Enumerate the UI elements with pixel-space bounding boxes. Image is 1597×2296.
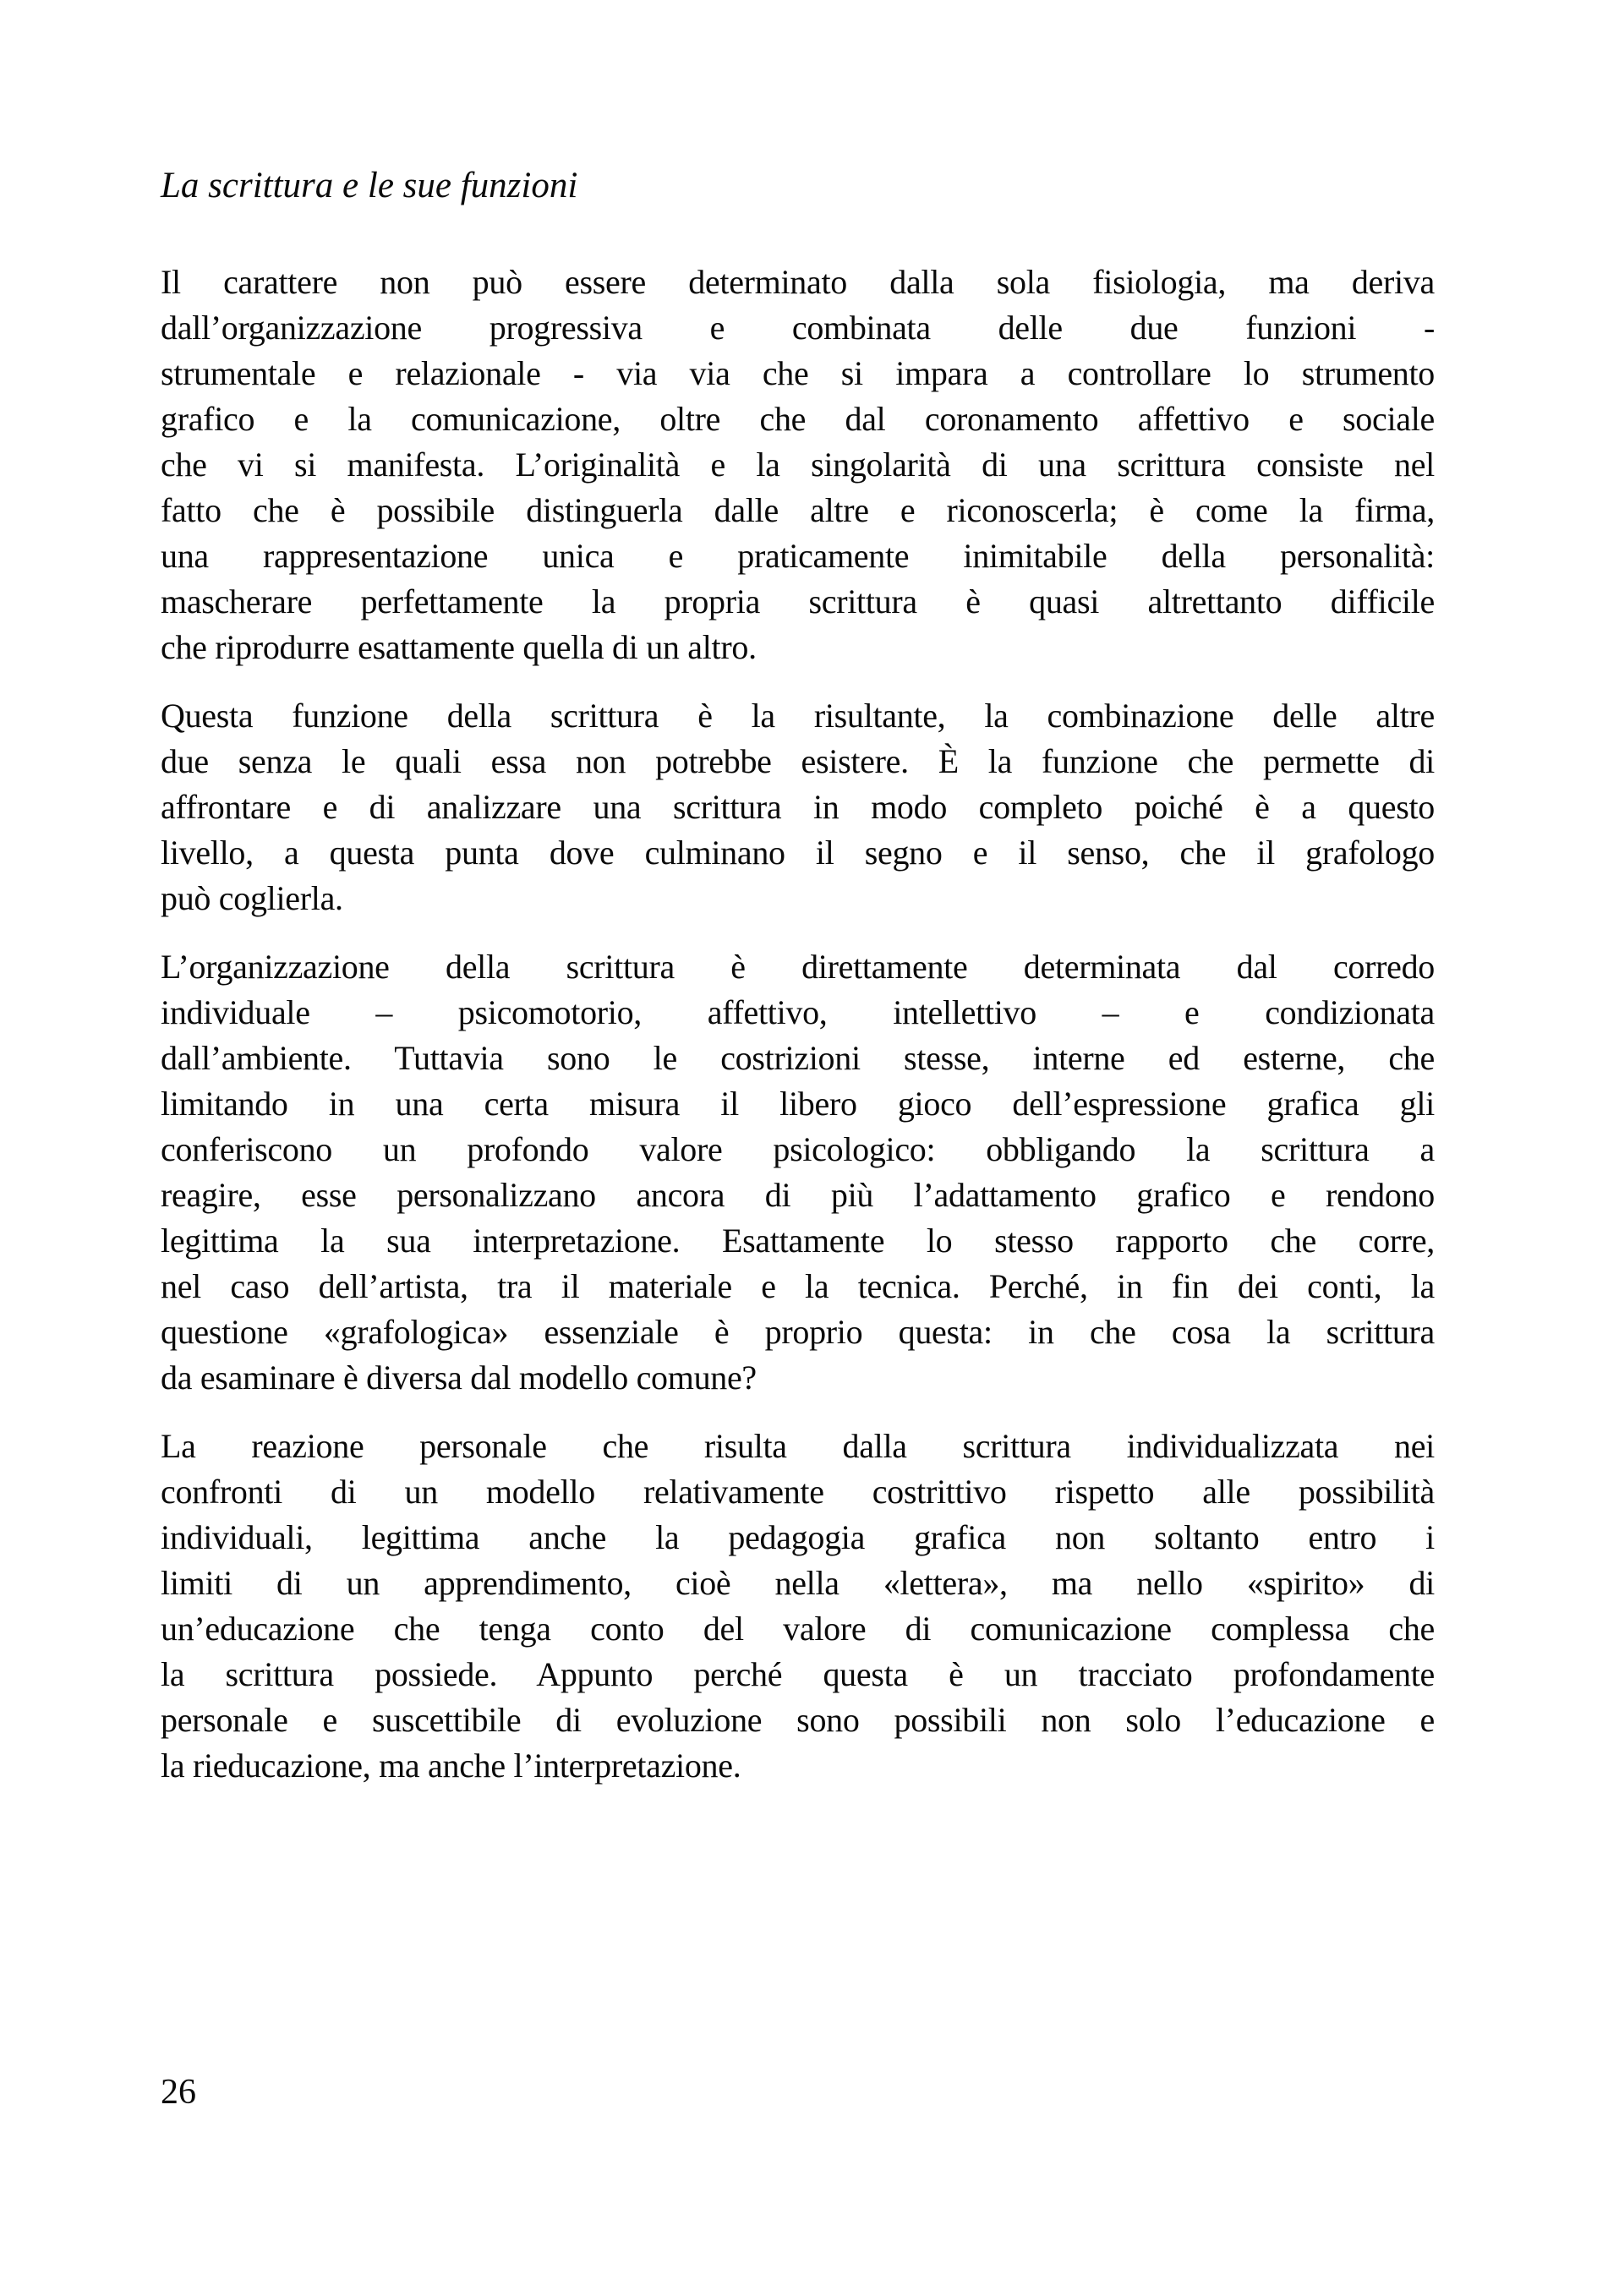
text-line: livello, a questa punta dove culminano il segno e il senso, che il grafologo xyxy=(161,834,1435,872)
text-line: che vi si manifesta. L’originalità e la singolarità di una scrittura consiste nel xyxy=(161,446,1435,484)
paragraph xyxy=(161,260,1435,670)
text-line: dall’organizzazione progressiva e combinata delle due funzioni - xyxy=(161,309,1435,347)
text-line: reagire, esse personalizzano ancora di più l’adattamento grafico e rendono xyxy=(161,1176,1435,1214)
text-line: Il carattere non può essere determinato dalla sola fisiologia, ma deriva xyxy=(161,263,1435,301)
text-line: due senza le quali essa non potrebbe esistere. È la funzione che permette di xyxy=(161,742,1435,780)
text-line: dall’ambiente. Tuttavia sono le costrizioni stesse, interne ed esterne, che xyxy=(161,1039,1435,1077)
text-line: individuali, legittima anche la pedagogia grafica non soltanto entro i xyxy=(161,1518,1435,1556)
text-line: mascherare perfettamente la propria scrittura è quasi altrettanto difficile xyxy=(161,582,1435,620)
text-line: da esaminare è diversa dal modello comune? xyxy=(161,1358,757,1397)
text-line: la scrittura possiede. Appunto perché questa è un tracciato profondamente xyxy=(161,1655,1435,1693)
text-line: una rappresentazione unica e praticamente inimitabile della personalità: xyxy=(161,537,1435,575)
text-line: strumentale e relazionale - via via che si impara a controllare lo strumento xyxy=(161,354,1435,392)
text-line: L’organizzazione della scrittura è direttamente determinata dal corredo xyxy=(161,948,1435,986)
text-block xyxy=(161,260,1435,1789)
text-line: limiti di un apprendimento, cioè nella «lettera», ma nello «spirito» di xyxy=(161,1564,1435,1602)
text-line: la rieducazione, ma anche l’interpretazione. xyxy=(161,1747,741,1785)
text-line: Questa funzione della scrittura è la risultante, la combinazione delle altre xyxy=(161,697,1435,735)
section-heading: La scrittura e le sue funzioni xyxy=(161,166,578,205)
text-line: personale e suscettibile di evoluzione sono possibili non solo l’educazione e xyxy=(161,1701,1435,1739)
text-line: legittima la sua interpretazione. Esattamente lo stesso rapporto che corre, xyxy=(161,1222,1435,1260)
paragraph xyxy=(161,1424,1435,1789)
paragraph xyxy=(161,693,1435,921)
text-line: grafico e la comunicazione, oltre che dal coronamento affettivo e sociale xyxy=(161,400,1435,438)
text-line: affrontare e di analizzare una scrittura in modo completo poiché è a questo xyxy=(161,788,1435,826)
text-line: nel caso dell’artista, tra il materiale e la tecnica. Perché, in fin dei conti, la xyxy=(161,1267,1435,1305)
text-line: può coglierla. xyxy=(161,879,343,917)
text-line: limitando in una certa misura il libero gioco dell’espressione grafica gli xyxy=(161,1085,1435,1123)
text-line: fatto che è possibile distinguerla dalle altre e riconoscerla; è come la firma, xyxy=(161,491,1435,529)
page-number: 26 xyxy=(161,2073,196,2112)
text-line: individuale – psicomotorio, affettivo, intellettivo – e condizionata xyxy=(161,993,1435,1031)
text-line: La reazione personale che risulta dalla scrittura individualizzata nei xyxy=(161,1427,1435,1465)
text-line: questione «grafologica» essenziale è proprio questa: in che cosa la scrittura xyxy=(161,1313,1435,1351)
text-line: confronti di un modello relativamente costrittivo rispetto alle possibilità xyxy=(161,1473,1435,1511)
text-content xyxy=(161,163,1435,1789)
text-line: conferiscono un profondo valore psicologico: obbligando la scrittura a xyxy=(161,1130,1435,1168)
paragraph xyxy=(161,944,1435,1401)
text-line: che riprodurre esattamente quella di un altro. xyxy=(161,628,757,666)
text-line: un’educazione che tenga conto del valore di comunicazione complessa che xyxy=(161,1610,1435,1648)
